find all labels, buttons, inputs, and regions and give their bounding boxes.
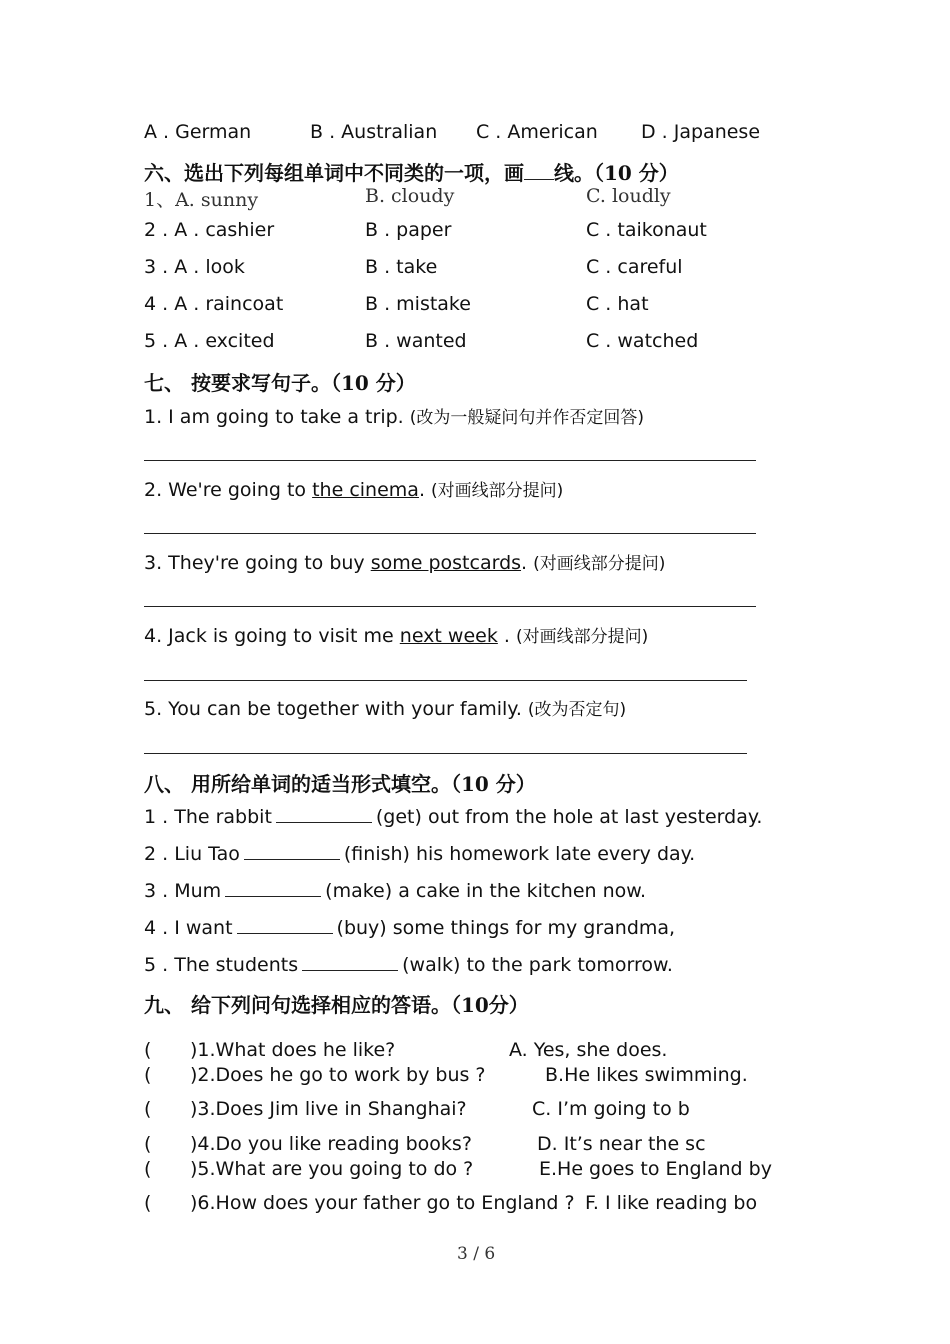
s6-row-1-a: 1、A. sunny bbox=[144, 189, 259, 211]
fill-blank[interactable] bbox=[276, 804, 372, 823]
answer-line-3[interactable] bbox=[144, 606, 756, 607]
s6-row-4-b: B . mistake bbox=[365, 293, 471, 315]
s6-row-5-a: 5 . A . excited bbox=[144, 330, 275, 352]
s8-item-3: 3 . Mum (make) a cake in the kitchen now. bbox=[144, 880, 647, 902]
s6-row-2-c: C . taikonaut bbox=[586, 219, 707, 241]
answer-line-4[interactable] bbox=[144, 680, 747, 681]
underlined-phrase: the cinema bbox=[312, 479, 419, 501]
s9-answer-f: F. I like reading bo bbox=[585, 1192, 758, 1214]
s7-sentence-4: 4. Jack is going to visit me next week . (对画线部分提问) bbox=[144, 625, 649, 647]
answer-line-1[interactable] bbox=[144, 460, 756, 461]
s6-row-1-c: C. loudly bbox=[586, 185, 671, 207]
s9-answer-a: A. Yes, she does. bbox=[509, 1039, 668, 1061]
s8-item-4: 4 . I want (buy) some things for my grandma, bbox=[144, 917, 676, 939]
s9-question-5: ( )5.What are you going to do ? bbox=[144, 1158, 474, 1180]
s9-answer-c: C. I’m going to b bbox=[532, 1098, 690, 1120]
section6-title: 六、选出下列每组单词中不同类的一项，画 线。（10 分） bbox=[144, 161, 679, 185]
option-b: B . Australian bbox=[310, 121, 438, 143]
section7-title: 七、 按要求写句子。（10 分） bbox=[144, 371, 416, 395]
fill-blank[interactable] bbox=[302, 952, 398, 971]
s6-row-4-c: C . hat bbox=[586, 293, 649, 315]
section9-title: 九、 给下列问句选择相应的答语。（10分） bbox=[144, 993, 529, 1017]
page-number: 3 / 6 bbox=[457, 1244, 496, 1264]
option-a: A . German bbox=[144, 121, 252, 143]
s6-row-3-c: C . careful bbox=[586, 256, 683, 278]
fill-blank[interactable] bbox=[225, 878, 321, 897]
s6-row-3-b: B . take bbox=[365, 256, 438, 278]
title-underline-blank bbox=[524, 161, 554, 180]
s6-row-3-a: 3 . A . look bbox=[144, 256, 245, 278]
s6-row-5-b: B . wanted bbox=[365, 330, 467, 352]
s9-answer-d: D. It’s near the sc bbox=[537, 1133, 706, 1155]
s7-sentence-2: 2. We're going to the cinema. (对画线部分提问) bbox=[144, 479, 564, 501]
s9-question-1: ( )1.What does he like? bbox=[144, 1039, 396, 1061]
s6-row-5-c: C . watched bbox=[586, 330, 699, 352]
s7-sentence-3: 3. They're going to buy some postcards. (对画线部分提问) bbox=[144, 552, 666, 574]
fill-blank[interactable] bbox=[244, 841, 340, 860]
s6-row-1-b: B. cloudy bbox=[365, 185, 455, 207]
s8-item-5: 5 . The students (walk) to the park tomorrow. bbox=[144, 954, 673, 976]
underlined-phrase: some postcards bbox=[370, 552, 522, 574]
s9-answer-b: B.He likes swimming. bbox=[545, 1064, 748, 1086]
option-c: C . American bbox=[476, 121, 598, 143]
section8-title: 八、 用所给单词的适当形式填空。（10 分） bbox=[144, 772, 536, 796]
s6-row-4-a: 4 . A . raincoat bbox=[144, 293, 284, 315]
s6-row-2-a: 2 . A . cashier bbox=[144, 219, 275, 241]
s6-row-2-b: B . paper bbox=[365, 219, 452, 241]
answer-line-5[interactable] bbox=[144, 753, 747, 754]
fill-blank[interactable] bbox=[237, 915, 333, 934]
s8-item-2: 2 . Liu Tao (finish) his homework late every day. bbox=[144, 843, 696, 865]
option-d: D . Japanese bbox=[641, 121, 761, 143]
s7-sentence-1: 1. I am going to take a trip. (改为一般疑问句并作否定回答) bbox=[144, 406, 644, 428]
s9-question-4: ( )4.Do you like reading books? bbox=[144, 1133, 472, 1155]
s9-answer-e: E.He goes to England by bbox=[539, 1158, 772, 1180]
s9-question-2: ( )2.Does he go to work by bus ? bbox=[144, 1064, 486, 1086]
answer-line-2[interactable] bbox=[144, 533, 756, 534]
s8-item-1: 1 . The rabbit (get) out from the hole at last yesterday. bbox=[144, 806, 763, 828]
s9-question-3: ( )3.Does Jim live in Shanghai? bbox=[144, 1098, 467, 1120]
s9-question-6: ( )6.How does your father go to England ? bbox=[144, 1192, 575, 1214]
s7-sentence-5: 5. You can be together with your family. (改为否定句) bbox=[144, 698, 627, 720]
underlined-phrase: next week bbox=[399, 625, 498, 647]
